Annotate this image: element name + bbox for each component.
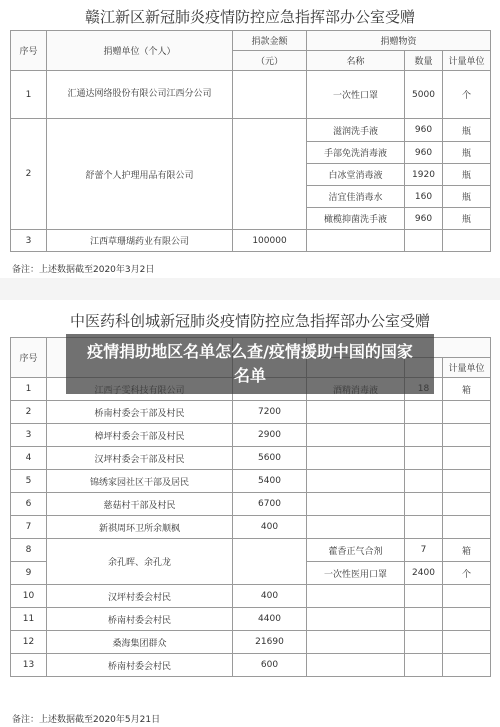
table-row [11,654,491,677]
cell-donor: 锦绣家园社区干部及居民 [47,470,233,493]
cell-qty [405,654,443,677]
header-name: 名称 [307,51,405,71]
cell-num: 12 [11,631,47,654]
cell-qty [405,424,443,447]
cell-qty [405,585,443,608]
cell-qty [405,608,443,631]
cell-donor: 汇通达网络股份有限公司江西分公司 [47,71,233,119]
cell-donor: 桥南村委会村民 [47,654,233,677]
cell-amount: 7200 [233,401,307,424]
cell-name [307,447,405,470]
cell-unit: 瓶 [443,186,491,208]
doc2-title: 中医药科创城新冠肺炎疫情防控应急指挥部办公室受赠 [69,312,430,330]
cell-qty [405,401,443,424]
cell-num: 13 [11,654,47,677]
cell-donor: 舒蕾个人护理用品有限公司 [47,119,233,230]
header-amount: 捐款金额 [233,31,307,51]
header-donor: 捐赠单位（个人） [47,31,233,71]
cell-qty [405,230,443,252]
cell-num: 3 [11,424,47,447]
cell-name: 藿香正气合剂 [307,539,405,562]
cell-unit: 瓶 [443,119,491,142]
cell-name: 一次性口罩 [307,71,405,119]
cell-donor: 汉坪村委会干部及村民 [47,447,233,470]
cell-donor: 桥南村委会村民 [47,608,233,631]
header-goods: 捐赠物资 [307,31,491,51]
table-row [11,401,491,424]
cell-donor: 樟坪村委会干部及村民 [47,424,233,447]
cell-name [307,516,405,539]
cell-name: 橄榄抑菌洗手液 [307,208,405,230]
table-row [11,424,491,447]
cell-amount [233,71,307,119]
cell-amount: 4400 [233,608,307,631]
cell-name: 洁宜佳消毒水 [307,186,405,208]
doc1-title: 赣江新区新冠肺炎疫情防控应急指挥部办公室受赠 [84,8,415,26]
cell-unit: 个 [443,71,491,119]
cell-unit [443,470,491,493]
cell-amount [233,119,307,230]
cell-unit [443,654,491,677]
cell-num: 10 [11,585,47,608]
header-unit: 计量单位 [443,358,491,378]
header-num: 序号 [11,338,47,378]
cell-amount: 6700 [233,493,307,516]
cell-amount [233,539,307,585]
cell-name: 白冰堂消毒液 [307,164,405,186]
cell-unit: 箱 [443,378,491,401]
cell-num: 2 [11,401,47,424]
cell-amount: 5400 [233,470,307,493]
cell-unit [443,608,491,631]
table-row [11,470,491,493]
table-row [11,608,491,631]
doc2-note: 备注：上述数据截至2020年5月21日 [12,715,161,725]
cell-unit [443,585,491,608]
cell-unit: 瓶 [443,164,491,186]
cell-donor: 江西草珊瑚药业有限公司 [47,230,233,252]
cell-unit [443,447,491,470]
cell-name: 一次性医用口罩 [307,562,405,585]
cell-num: 4 [11,447,47,470]
cell-num: 11 [11,608,47,631]
cell-qty: 1920 [405,164,443,186]
cell-qty: 2400 [405,562,443,585]
cell-name [307,230,405,252]
cell-unit [443,424,491,447]
cell-name [307,493,405,516]
table-row [11,539,491,562]
table-row [11,119,491,142]
cell-amount: 400 [233,516,307,539]
cell-name [307,631,405,654]
cell-name [307,424,405,447]
cell-unit [443,401,491,424]
cell-name: 手部免洗消毒液 [307,142,405,164]
cell-donor: 桥南村委会干部及村民 [47,401,233,424]
cell-num: 1 [11,71,47,119]
cell-amount: 600 [233,654,307,677]
cell-qty: 7 [405,539,443,562]
cell-amount: 400 [233,585,307,608]
cell-qty: 960 [405,208,443,230]
cell-qty: 960 [405,119,443,142]
header-qty: 数量 [405,51,443,71]
cell-num: 6 [11,493,47,516]
cell-name [307,585,405,608]
section-divider [0,278,500,300]
cell-num: 2 [11,119,47,230]
cell-num: 1 [11,378,47,401]
cell-qty [405,493,443,516]
cell-donor: 余孔晖、余孔龙 [47,539,233,585]
cell-amount: 100000 [233,230,307,252]
banner-text: 疫情捐助地区名单怎么查/疫情援助中国的国家名单 [87,342,413,385]
cell-unit [443,631,491,654]
cell-qty [405,470,443,493]
cell-qty [405,447,443,470]
cell-unit: 个 [443,562,491,585]
cell-qty: 160 [405,186,443,208]
table-row [11,447,491,470]
cell-num: 8 [11,539,47,562]
cell-unit [443,493,491,516]
cell-qty: 960 [405,142,443,164]
cell-amount: 5600 [233,447,307,470]
table-row [11,493,491,516]
cell-unit [443,230,491,252]
header-num: 序号 [11,31,47,71]
table-row [11,631,491,654]
cell-donor: 慈菇村干部及村民 [47,493,233,516]
cell-amount: 21690 [233,631,307,654]
doc1-table [10,30,491,252]
cell-name [307,654,405,677]
doc1-note: 备注：上述数据截至2020年3月2日 [12,265,155,275]
cell-qty: 5000 [405,71,443,119]
cell-name [307,401,405,424]
header-unit: 计量单位 [443,51,491,71]
cell-num: 7 [11,516,47,539]
cell-num: 3 [11,230,47,252]
cell-qty [405,516,443,539]
table-row [11,230,491,252]
table-row [11,585,491,608]
cell-unit: 箱 [443,539,491,562]
cell-unit: 瓶 [443,142,491,164]
cell-name: 滋润洗手液 [307,119,405,142]
table-row [11,516,491,539]
overlay-banner [66,334,434,394]
header-amount-unit: （元） [233,51,307,71]
table-row [11,71,491,119]
cell-num: 9 [11,562,47,585]
cell-name [307,470,405,493]
cell-name [307,608,405,631]
cell-qty [405,631,443,654]
cell-num: 5 [11,470,47,493]
cell-unit [443,516,491,539]
cell-donor: 新祺周环卫所余顺枫 [47,516,233,539]
cell-amount: 2900 [233,424,307,447]
cell-donor: 桑海集团群众 [47,631,233,654]
cell-unit: 瓶 [443,208,491,230]
cell-donor: 汉坪村委会村民 [47,585,233,608]
